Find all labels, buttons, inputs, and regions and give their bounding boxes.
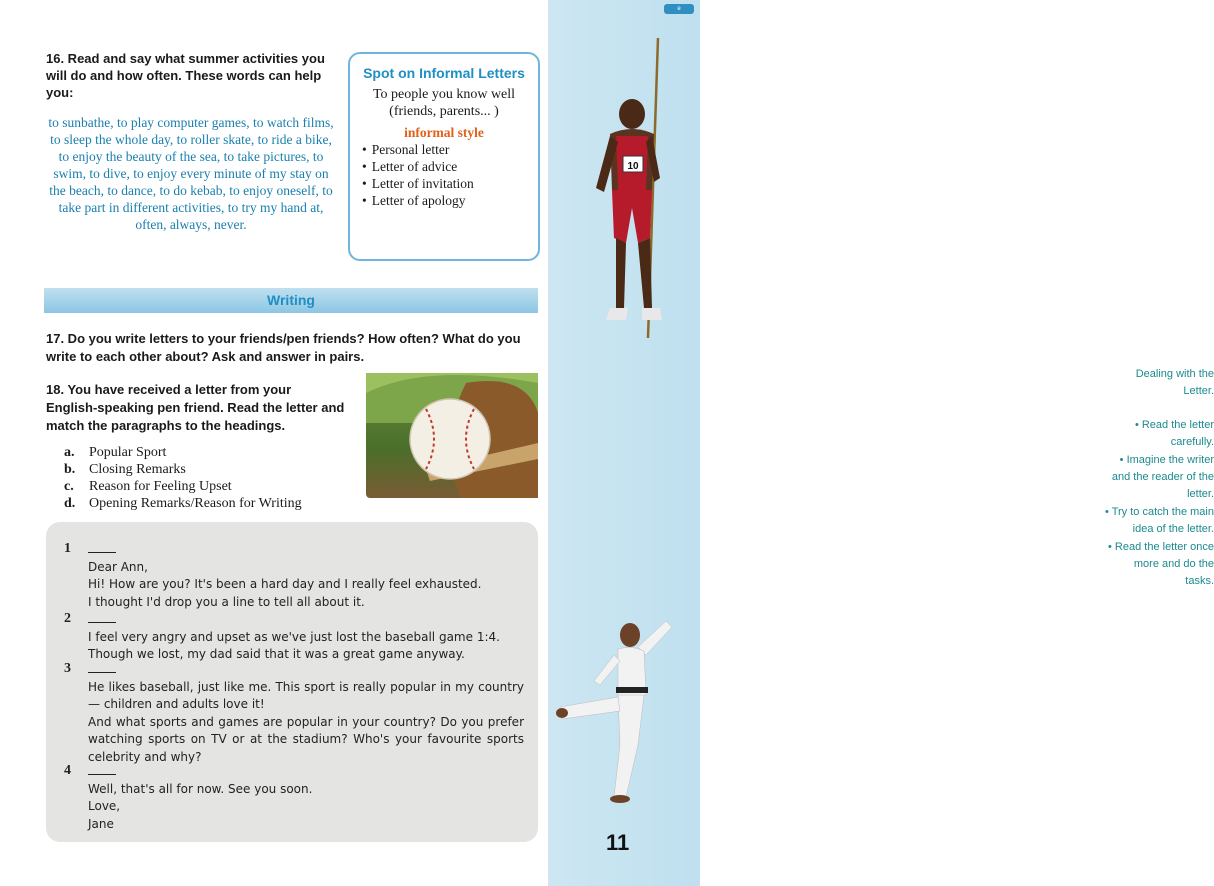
headings-list <box>64 444 364 512</box>
spot-box-title: Spot on Informal Letters <box>363 65 525 81</box>
sidebar-panel <box>548 0 1214 886</box>
exercise-18: 18. You have received a letter from your English-speaking pen friend. Read the letter and match the paragraphs to the headings. <box>46 382 345 433</box>
karate-kicker-illustration <box>554 615 694 805</box>
list-item: • Letter of invitation <box>362 175 538 192</box>
publisher-logo: e <box>664 4 694 14</box>
answer-blank[interactable] <box>88 660 116 673</box>
exercise-16-instruction: 16. Read and say what summer activities you will do and how often. These words can help you: <box>46 51 325 100</box>
letter-paragraph-2: 2 I feel very angry and upset as we've just lost the baseball game 1:4. Though we lost, my dad said that it was a great game anyway. <box>64 611 500 661</box>
tip-item: • Try to catch the main idea of the letter. <box>1104 506 1214 535</box>
list-item: • Personal letter <box>362 141 538 158</box>
sidebar-tips <box>1104 366 1214 590</box>
list-item: a. Popular Sport <box>64 445 167 460</box>
pen-friend-letter <box>46 522 538 842</box>
answer-blank[interactable] <box>88 610 116 623</box>
baseball-glove-photo <box>366 373 538 498</box>
javelin-athlete-illustration <box>568 38 688 338</box>
list-item: c. Reason for Feeling Upset <box>64 479 232 494</box>
page-number: 11 <box>606 830 630 855</box>
exercise-16-word-list: to sunbathe, to play computer games, to watch films, to sleep the whole day, to roller skate, to ride a bike, to enjoy the beauty of the sea, to take pictures, to swim, to dive, to enjoy every minute of my stay on the beach, to dance, to do kebab, to enjoy oneself, to take part in different activities, to try my hand at, often, always, never. <box>48 115 334 232</box>
athlete-bib-number: 10 <box>627 161 639 172</box>
section-heading: Writing <box>267 292 315 308</box>
answer-blank[interactable] <box>88 762 116 775</box>
letter-paragraph-4: 4 Well, that's all for now. See you soon. Love, Jane <box>64 763 313 831</box>
tips-heading: Dealing with the Letter. <box>1135 368 1214 397</box>
letter-types-list <box>350 141 538 209</box>
letter-paragraph-1: 1 Dear Ann, Hi! How are you? It's been a hard day and I really feel exhausted. I thought I'd drop you a line to tell all about it. <box>64 541 482 609</box>
section-heading-bar <box>44 288 538 313</box>
answer-blank[interactable] <box>88 540 116 553</box>
list-item: • Letter of advice <box>362 158 538 175</box>
letter-paragraph-3: 3 He likes baseball, just like me. This sport is really popular in my country — children and adults love it! And what sports and games are popular in your country? Do you prefer watching sports on TV or at the stadium? Who's your favourite sports celebrity and why? <box>64 661 524 764</box>
baseball-icon <box>366 373 538 498</box>
tip-item: • Imagine the writer and the reader of the letter. <box>1111 454 1214 500</box>
list-item: • Letter of apology <box>362 192 538 209</box>
spot-box-subtitle: To people you know well (friends, parents... ) <box>372 87 516 119</box>
informal-style-label: informal style <box>404 125 484 140</box>
spot-on-informal-letters-box <box>348 52 540 261</box>
tip-item: • Read the letter once more and do the tasks. <box>1108 541 1214 587</box>
list-item: d. Opening Remarks/Reason for Writing <box>64 496 302 511</box>
exercise-17: 17. Do you write letters to your friends/pen friends? How often? What do you write to each other about? Ask and answer in pairs. <box>46 331 521 364</box>
list-item: b. Closing Remarks <box>64 462 186 477</box>
tip-item: • Read the letter carefully. <box>1134 419 1214 448</box>
